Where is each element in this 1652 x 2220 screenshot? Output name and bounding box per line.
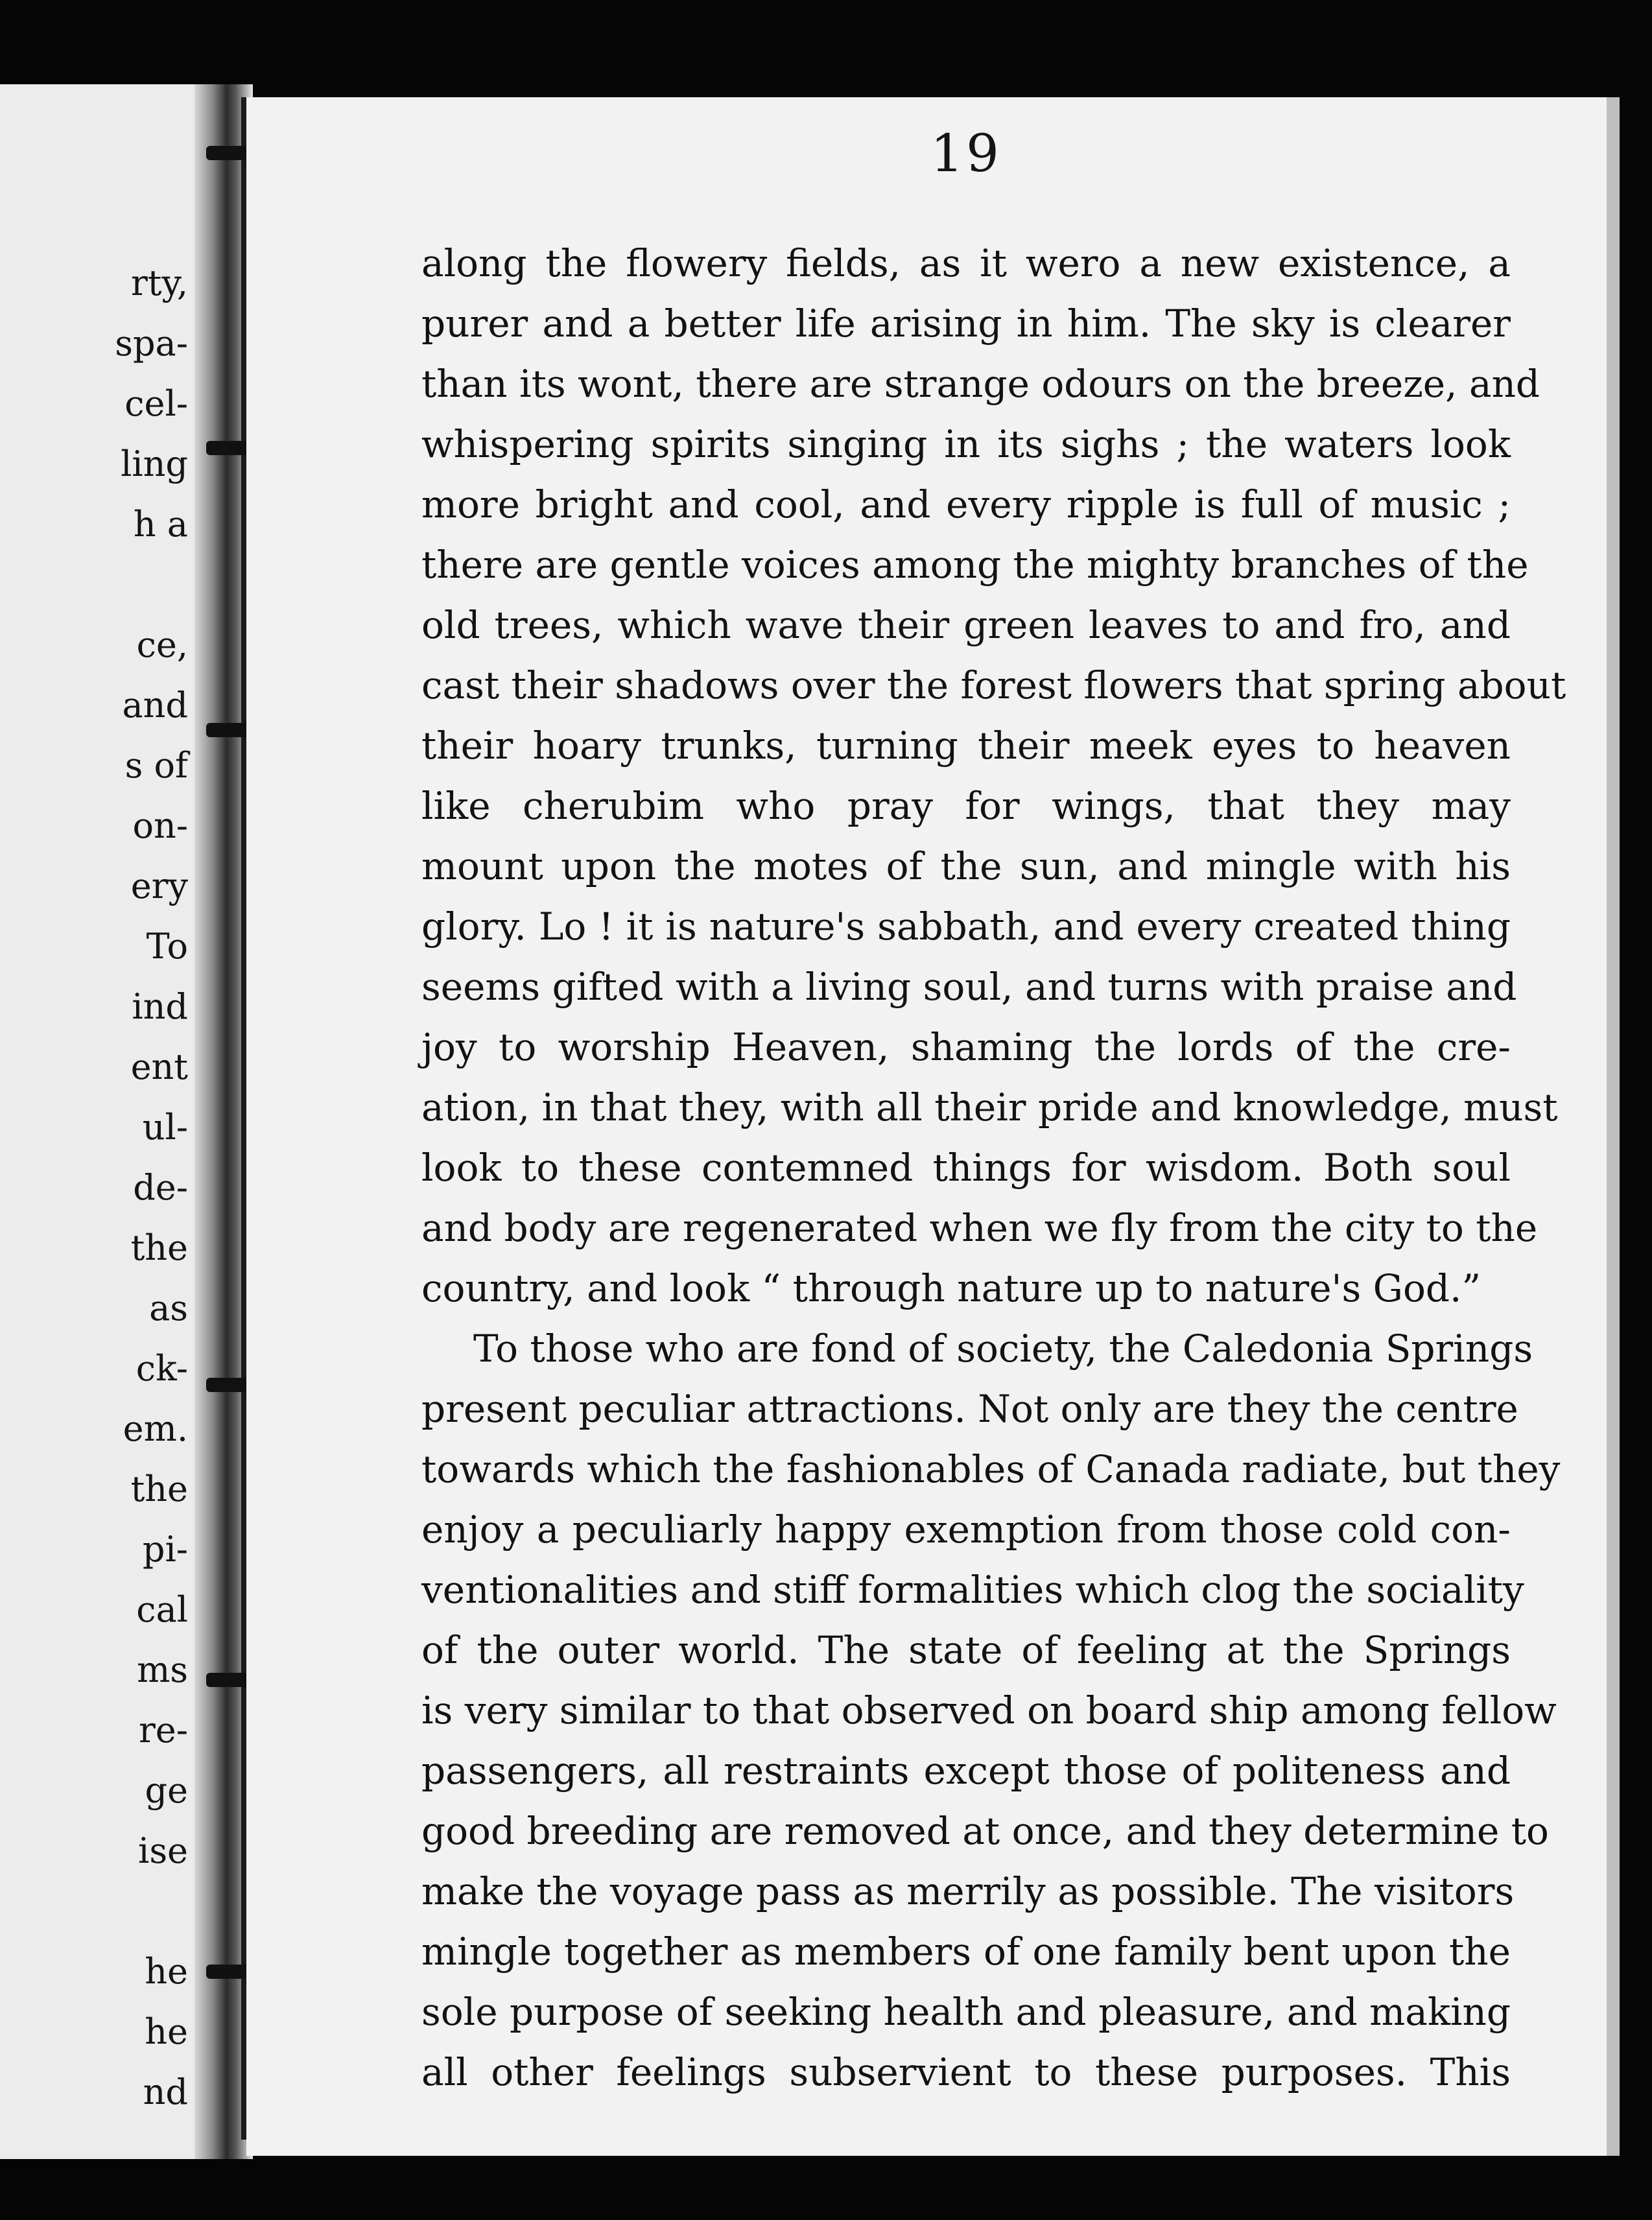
left-fragment: pi- xyxy=(142,1529,188,1570)
text-line-paragraph-start: To those who are fond of society, the Caledonia Springs xyxy=(473,1327,1533,1371)
text-line: ventionalities and stiff formalities which clog the sociality xyxy=(421,1568,1524,1612)
text-line: cast their shadows over the forest flowers that spring about xyxy=(421,663,1566,707)
text-line: mount upon the motes of the sun, and mingle with his xyxy=(421,844,1511,888)
left-fragment: ms xyxy=(137,1649,188,1690)
left-fragment: cal xyxy=(136,1589,188,1630)
text-line: enjoy a peculiarly happy exemption from those cold con- xyxy=(421,1507,1511,1552)
text-line: passengers, all restraints except those of politeness and xyxy=(421,1749,1511,1793)
text-line: is very similar to that observed on board ship among fellow xyxy=(421,1688,1557,1732)
left-fragment: he xyxy=(145,2011,188,2052)
text-line: all other feelings subservient to these purposes. This xyxy=(421,2050,1511,2094)
text-line: look to these contemned things for wisdom. Both soul xyxy=(421,1146,1511,1190)
text-line: there are gentle voices among the mighty branches of the xyxy=(421,543,1529,587)
text-line: whispering spirits singing in its sighs ; the waters look xyxy=(421,422,1511,466)
left-fragment: rty, xyxy=(130,263,188,303)
left-fragment: ck- xyxy=(136,1348,188,1389)
left-fragment: h a xyxy=(133,504,188,545)
left-fragment: he xyxy=(145,1951,188,1992)
text-line: than its wont, there are strange odours on the breeze, and xyxy=(421,362,1540,406)
left-fragment: cel- xyxy=(124,383,188,424)
text-line: like cherubim who pray for wings, that they may xyxy=(421,784,1511,828)
text-line: sole purpose of seeking health and pleasure, and making xyxy=(421,1990,1511,2034)
text-line: seems gifted with a living soul, and turns with praise and xyxy=(421,965,1517,1009)
text-line: mingle together as members of one family bent upon the xyxy=(421,1930,1511,1974)
left-fragment: spa- xyxy=(115,323,188,364)
left-fragment: ling xyxy=(121,443,188,484)
text-line: and body are regenerated when we fly from the city to the xyxy=(421,1206,1538,1250)
left-fragment: ise xyxy=(138,1830,188,1871)
text-line: joy to worship Heaven, shaming the lords of the cre- xyxy=(421,1025,1511,1069)
page-number: 19 xyxy=(930,123,1002,183)
text-line: good breeding are removed at once, and they determine to xyxy=(421,1809,1549,1853)
left-fragment: the xyxy=(130,1227,188,1268)
text-line: ation, in that they, with all their pride and knowledge, must xyxy=(421,1085,1558,1129)
left-fragment: ge xyxy=(145,1770,188,1811)
left-fragment: To xyxy=(146,926,188,967)
left-fragment: em. xyxy=(123,1408,188,1449)
body-text xyxy=(421,233,1566,2103)
left-fragment: ce, xyxy=(136,624,188,665)
left-fragment: on- xyxy=(132,805,188,846)
left-fragment: nd xyxy=(143,2072,188,2112)
text-line: more bright and cool, and every ripple is full of music ; xyxy=(421,482,1511,526)
left-fragment: de- xyxy=(133,1167,188,1208)
left-fragment: ul- xyxy=(142,1107,188,1148)
text-line: old trees, which wave their green leaves to and fro, and xyxy=(421,603,1511,647)
left-fragment: ery xyxy=(130,866,188,906)
text-line: make the voyage pass as merrily as possible. The visitors xyxy=(421,1869,1515,1913)
text-line: present peculiar attractions. Not only are they the centre xyxy=(421,1387,1518,1431)
left-fragment: and xyxy=(122,685,188,726)
left-fragment: ent xyxy=(130,1046,188,1087)
left-fragment: the xyxy=(130,1469,188,1509)
text-line: along the flowery fields, as it wero a new existence, a xyxy=(421,241,1511,285)
left-fragment: s of xyxy=(124,745,188,786)
text-line: purer and a better life arising in him. The sky is clearer xyxy=(421,301,1511,346)
left-fragment: re- xyxy=(138,1710,188,1751)
text-line: glory. Lo ! it is nature's sabbath, and every created thing xyxy=(421,904,1511,949)
text-line: of the outer world. The state of feeling at the Springs xyxy=(421,1628,1511,1672)
text-line: their hoary trunks, turning their meek eyes to heaven xyxy=(421,724,1511,768)
text-line: country, and look “ through nature up to nature's God.” xyxy=(421,1266,1481,1310)
left-fragment: ind xyxy=(132,986,188,1027)
left-fragment: as xyxy=(149,1288,188,1328)
text-line: towards which the fashionables of Canada radiate, but they xyxy=(421,1447,1561,1491)
page-edge-shadow xyxy=(1607,97,1620,2156)
